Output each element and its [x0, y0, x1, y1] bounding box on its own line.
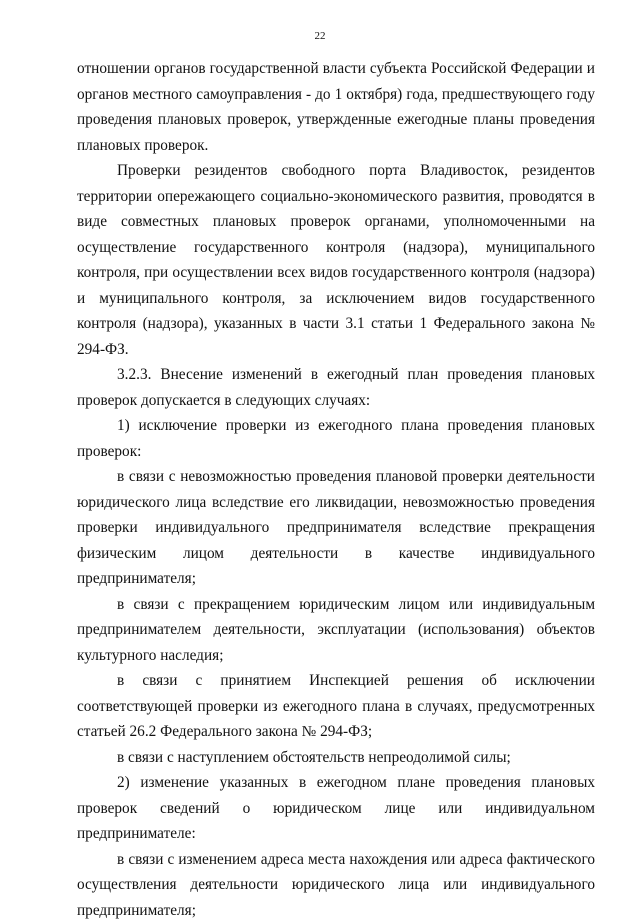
- list-item-exclusion: 1) исключение проверки из ежегодного плана проведения плановых проверок:: [77, 413, 595, 464]
- page-number: 22: [0, 30, 640, 42]
- list-item-force-majeure: в связи с наступлением обстоятельств непреодолимой силы;: [77, 745, 595, 771]
- list-item-change-info: 2) изменение указанных в ежегодном плане проведения плановых проверок сведений о юридическом лице или индивидуальном предпринимателе:: [77, 770, 595, 847]
- document-body: [77, 56, 595, 923]
- list-item-inspection-decision: в связи с принятием Инспекцией решения об исключении соответствующей проверки из ежегодного плана в случаях, предусмотренных статьей 26.2 Федерального закона № 294-ФЗ;: [77, 668, 595, 745]
- list-item-liquidation: в связи с невозможностью проведения плановой проверки деятельности юридического лица вследствие его ликвидации, невозможностью проведения проверки индивидуального предпринимателя вследствие прекращения физическим лицом деятельности в качестве индивидуального предпринимателя;: [77, 464, 595, 592]
- list-item-termination: в связи с прекращением юридическим лицом или индивидуальным предпринимателем деятельности, эксплуатации (использования) объектов культурного наследия;: [77, 592, 595, 669]
- paragraph-plan-deadline: отношении органов государственной власти субъекта Российской Федерации и органов местного самоуправления - до 1 октября) года, предшествующего году проведения плановых проверок, утвержденные ежегодные планы проведения плановых проверок.: [77, 56, 595, 158]
- list-item-address-change: в связи с изменением адреса места нахождения или адреса фактического осуществления деятельности юридического лица или индивидуального предпринимателя;: [77, 847, 595, 923]
- paragraph-joint-inspections: Проверки резидентов свободного порта Владивосток, резидентов территории опережающего социально-экономического развития, проводятся в виде совместных плановых проверок органами, уполномоченными на осуществление государственного контроля (надзора), муниципального контроля, при осуществлении всех видов государственного контроля (надзора) и муниципального контроля, за исключением видов государственного контроля (надзора), указанных в части 3.1 статьи 1 Федерального закона № 294-ФЗ.: [77, 158, 595, 362]
- paragraph-plan-amendments: 3.2.3. Внесение изменений в ежегодный план проведения плановых проверок допускается в следующих случаях:: [77, 362, 595, 413]
